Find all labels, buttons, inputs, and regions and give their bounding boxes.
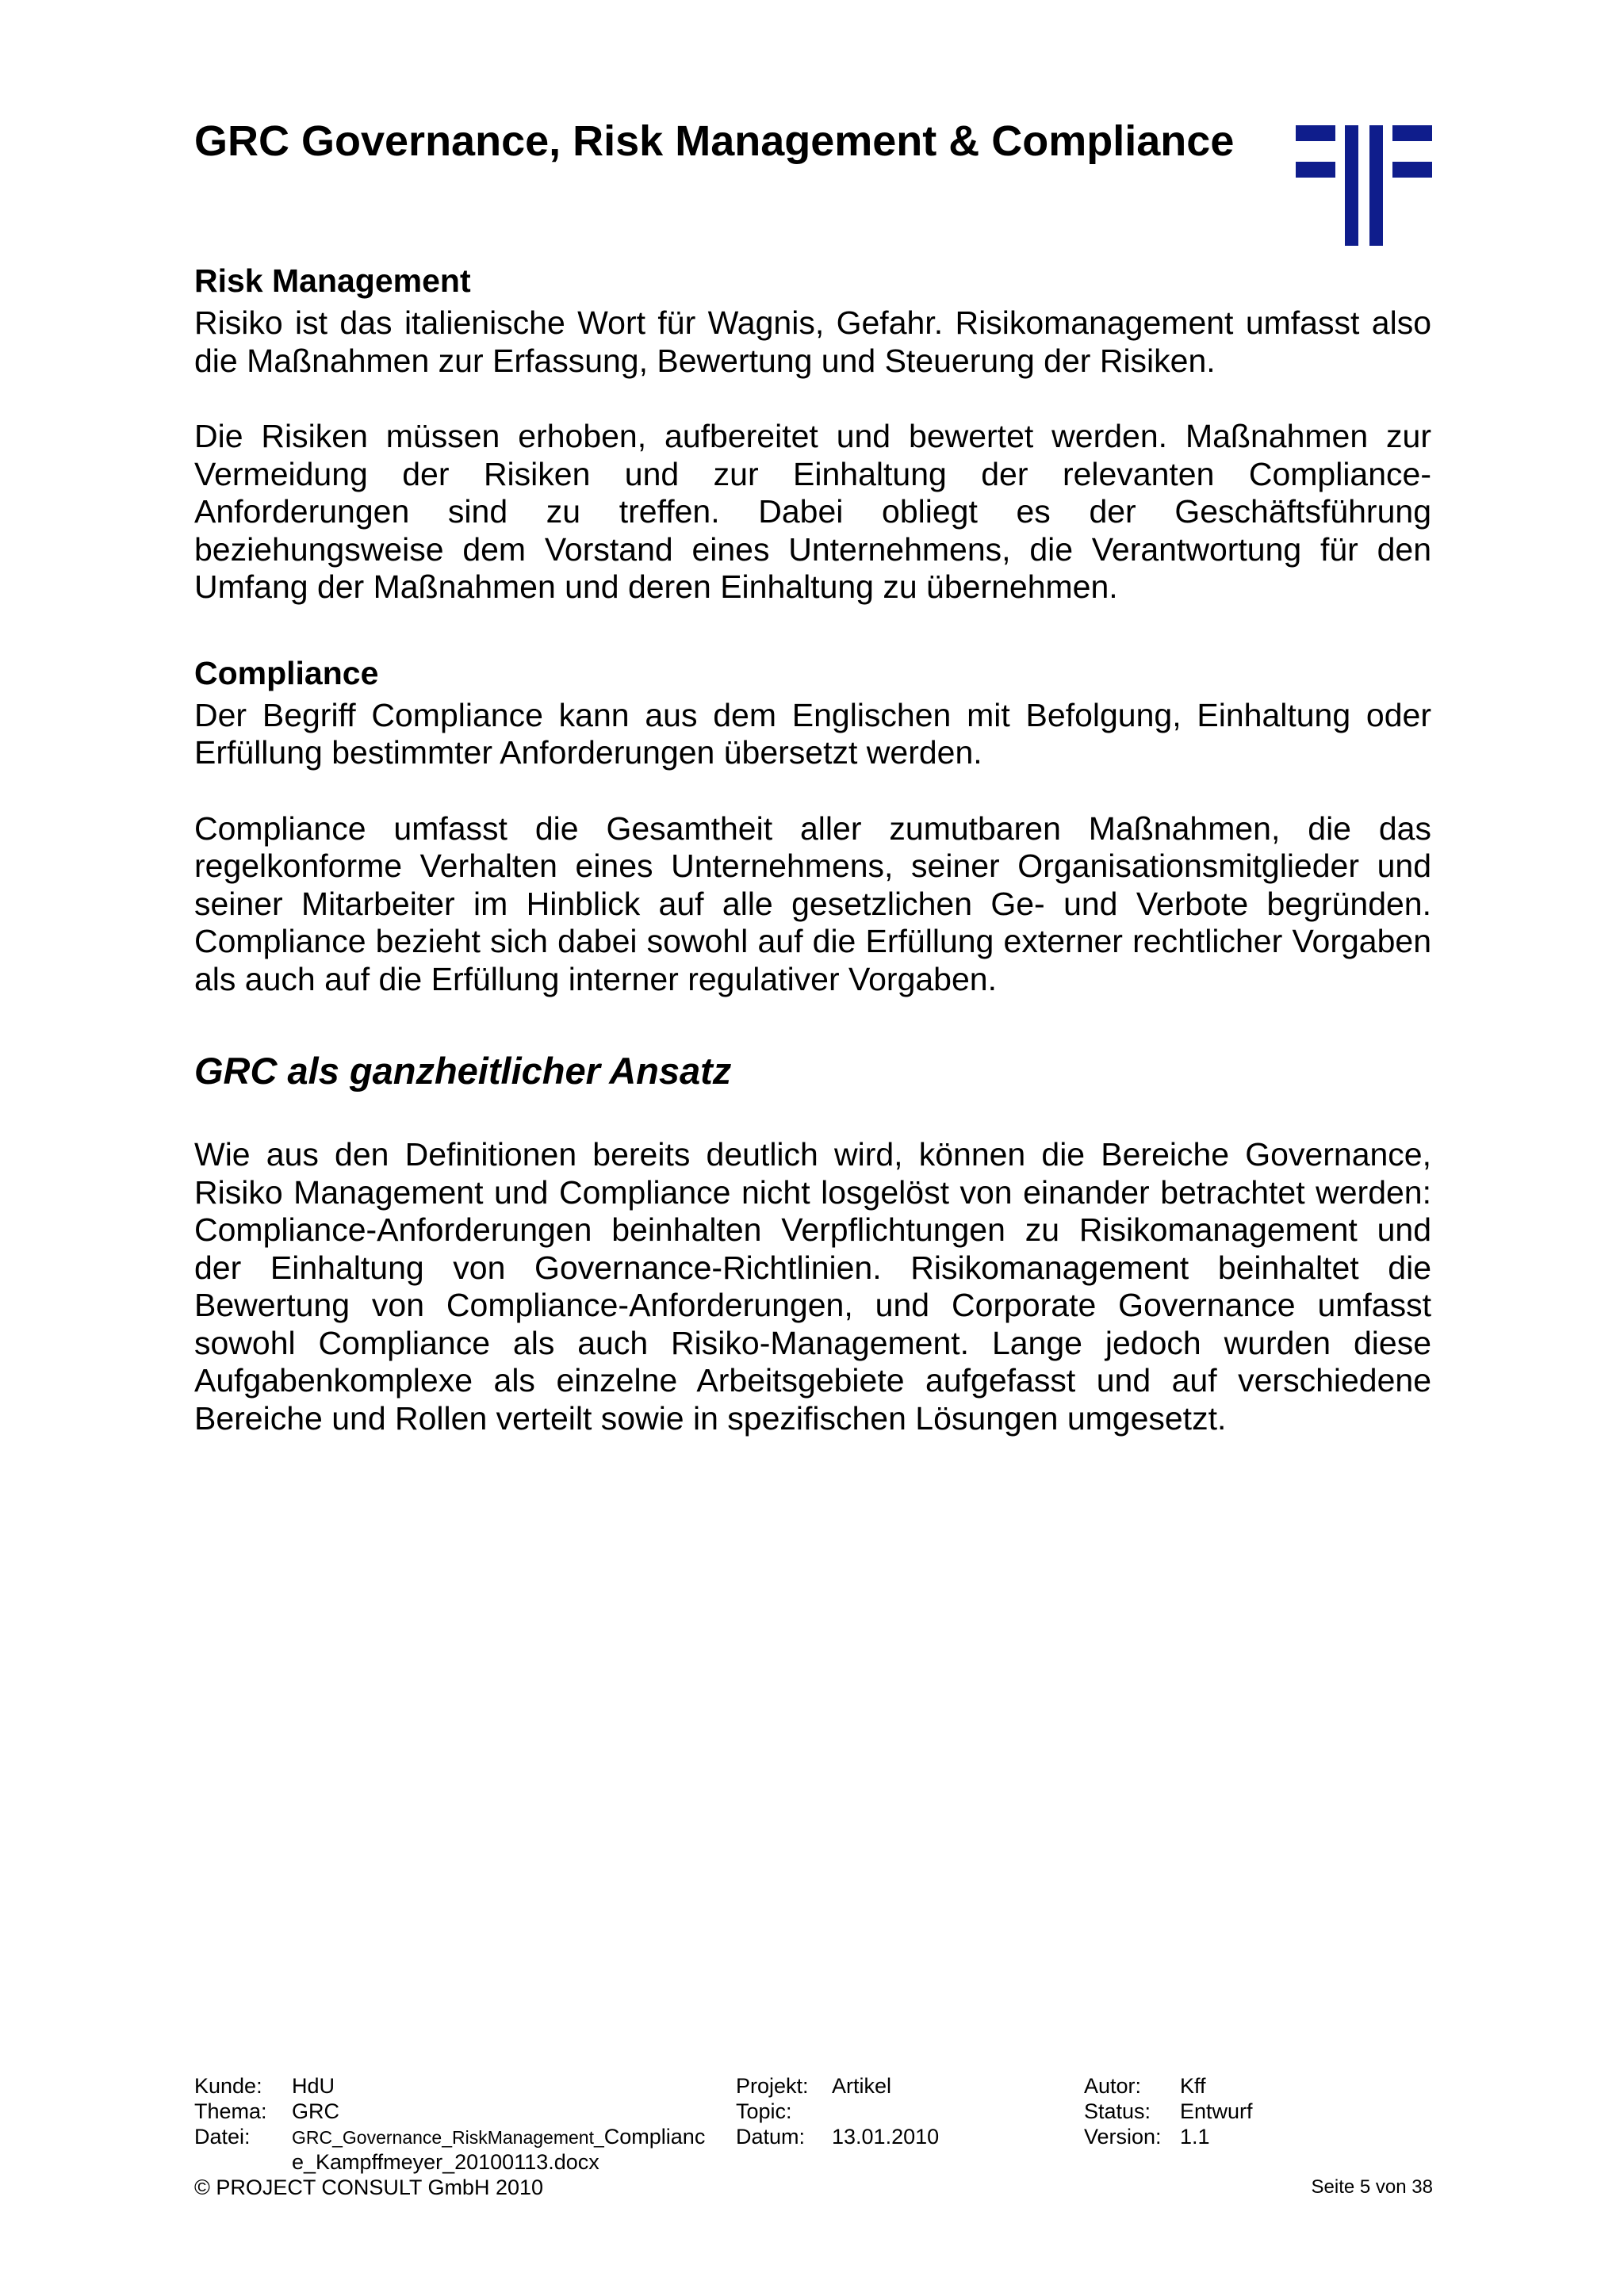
footer-thema-label: Thema: [194,2099,267,2123]
footer-row-4 [194,2149,1433,2175]
footer-datei-value-line2: e_Kampffmeyer_20100113.docx [292,2150,599,2174]
paragraph-risk-definition: Risiko ist das italienische Wort für Wagnis, Gefahr. Risikomanagement umfasst also die Maßnahmen zur Erfassung, Bewertung und Steuerung der Risiken. [194,304,1431,379]
footer-row-3 [194,2124,1433,2149]
footer-topic-label: Topic: [736,2099,792,2123]
footer-projekt-value: Artikel [832,2074,892,2098]
paragraph-risk-responsibility: Die Risiken müssen erhoben, aufbereitet und bewertet werden. Maßnahmen zur Vermeidung der Risiken und zur Einhaltung der relevanten Compliance-Anforderungen sind zu treffen. Dabei obliegt es der Geschäftsführung beziehungsweise dem Vorstand eines Unternehmens, die Verantwortung für den Umfang der Maßnahmen und deren Einhaltung zu übernehmen. [194,418,1431,605]
paragraph-compliance-scope: Compliance umfasst die Gesamtheit aller zumutbaren Maßnahmen, die das regelkonforme Verhalten eines Unternehmens, seiner Organisationsmitglieder und seiner Mitarbeiter im Hinblick auf alle gesetzlichen Ge- und Verbote begründen. Compliance bezieht sich dabei sowohl auf die Erfüllung externer rechtlicher Vorgaben als auch auf die Erfüllung interner regulativer Vorgaben. [194,809,1431,997]
footer-page-number: Seite 5 von 38 [1311,2176,1433,2198]
footer-row-2 [194,2099,1433,2124]
heading-compliance: Compliance [194,654,379,691]
footer-kunde-label: Kunde: [194,2074,262,2098]
footer-datei-value-rest: Complianc [603,2125,706,2149]
document-title: GRC Governance, Risk Management & Compliance [194,117,1235,165]
footer-autor-label: Autor: [1084,2074,1142,2098]
footer-row-1 [194,2073,1433,2099]
footer-thema-value: GRC [292,2099,339,2123]
footer-version-value: 1.1 [1180,2125,1210,2149]
paragraph-compliance-definition: Der Begriff Compliance kann aus dem Englischen mit Befolgung, Einhaltung oder Erfüllung bestimmter Anforderungen übersetzt werden. [194,696,1431,771]
footer-datei-value-small: GRC_Governance_RiskManagement_ [292,2127,604,2148]
footer-datum-value: 13.01.2010 [832,2125,940,2149]
footer-projekt-label: Projekt: [736,2074,809,2098]
footer-datei-label: Datei: [194,2125,251,2149]
footer-datum-label: Datum: [736,2125,806,2149]
footer-row-5 [194,2175,1433,2200]
footer-version-label: Version: [1084,2125,1162,2149]
footer-datei-value-line1 [292,2124,705,2150]
footer-status-label: Status: [1084,2099,1151,2123]
heading-grc-approach: GRC als ganzheitlicher Ansatz [194,1050,732,1092]
document-body [194,262,1431,1437]
footer-autor-value: Kff [1180,2074,1206,2098]
footer-status-value: Entwurf [1180,2099,1253,2123]
project-consult-logo-icon [1296,125,1432,246]
document-footer [194,2073,1433,2200]
paragraph-grc-approach: Wie aus den Definitionen bereits deutlich wird, können die Bereiche Governance, Risiko Management und Compliance nicht losgelöst von einander betrachtet werden: Compliance-Anforderungen beinhalten Verpflichtungen zu Risikomanagement und der Einhaltung von Governance-Richtlinien. Risikomanagement beinhaltet die Bewertung von Compliance-Anforderungen, und Corporate Governance umfasst sowohl Compliance als auch Risiko-Management. Lange jedoch wurden diese Aufgabenkomplexe als einzelne Arbeitsgebiete aufgefasst und auf verschiedene Bereiche und Rollen verteilt sowie in spezifischen Lösungen umgesetzt. [194,1136,1431,1437]
footer-copyright: © PROJECT CONSULT GmbH 2010 [194,2175,544,2199]
footer-kunde-value: HdU [292,2074,335,2098]
heading-risk-management: Risk Management [194,262,471,299]
